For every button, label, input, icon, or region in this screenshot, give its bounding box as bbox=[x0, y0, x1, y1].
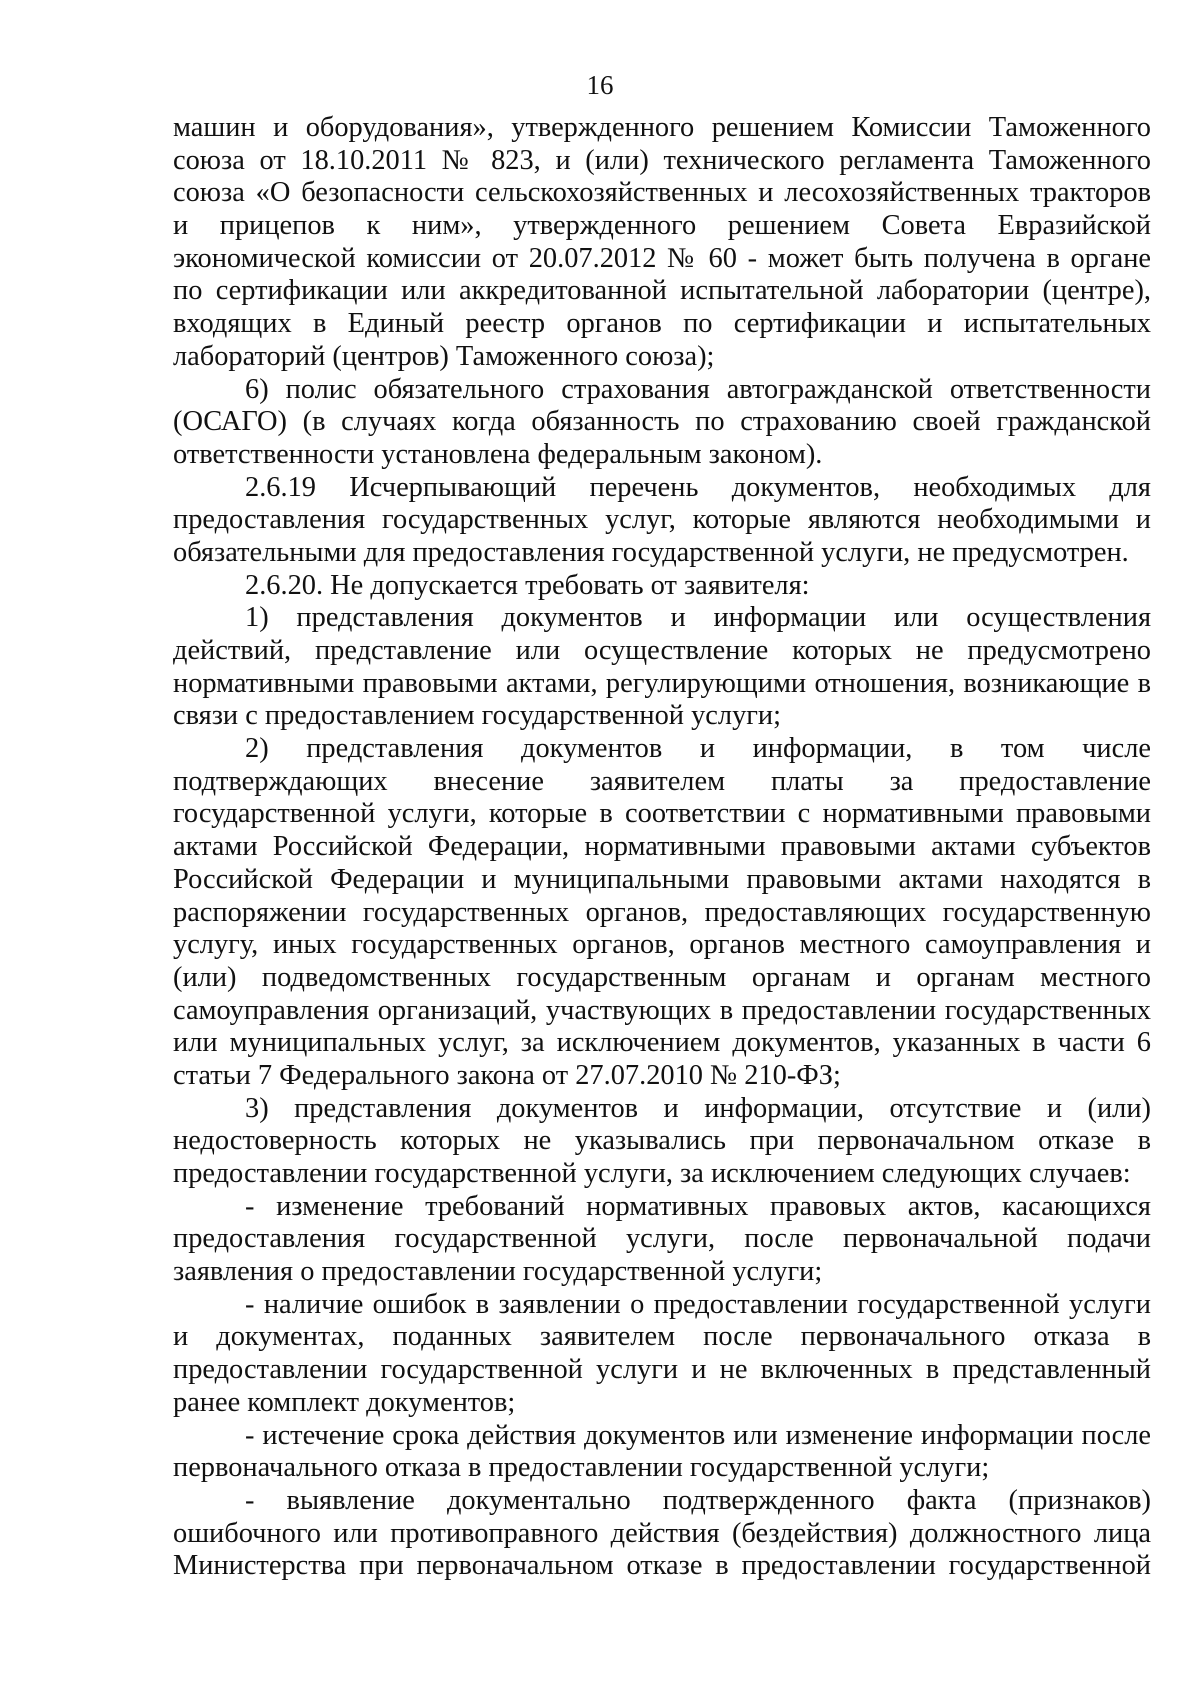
text-line: союза «О безопасности сельскохозяйственных и лесохозяйственных тракторов bbox=[173, 177, 1151, 209]
text-line: и прицепов к ним», утвержденного решением Совета Евразийской bbox=[173, 210, 1151, 242]
text-line: статьи 7 Федерального закона от 27.07.2010 № 210-ФЗ; bbox=[173, 1059, 841, 1091]
text-line: Министерства при первоначальном отказе в предоставлении государственной bbox=[173, 1550, 1151, 1582]
text-line: 1) представления документов и информации или осуществления bbox=[245, 602, 1151, 634]
text-line: предоставлении государственной услуги и не включенных в представленный bbox=[173, 1354, 1151, 1386]
text-line: - изменение требований нормативных правовых актов, касающихся bbox=[245, 1190, 1151, 1222]
text-line: входящих в Единый реестр органов по сертификации и испытательных bbox=[173, 308, 1151, 340]
text-line: недостоверность которых не указывались при первоначальном отказе в bbox=[173, 1125, 1151, 1157]
text-line: 3) представления документов и информации, отсутствие и (или) bbox=[245, 1092, 1151, 1124]
text-line: актами Российской Федерации, нормативными правовыми актами субъектов bbox=[173, 831, 1151, 863]
text-line: предоставления государственных услуг, которые являются необходимыми и bbox=[173, 504, 1151, 536]
text-line: 6) полис обязательного страхования автогражданской ответственности bbox=[245, 373, 1151, 405]
text-line: 2.6.19 Исчерпывающий перечень документов, необходимых для bbox=[245, 471, 1151, 503]
text-line: и документах, поданных заявителем после первоначального отказа в bbox=[173, 1321, 1151, 1353]
text-line: ошибочного или противоправного действия (бездействия) должностного лица bbox=[173, 1517, 1151, 1549]
text-line: обязательными для предоставления государственной услуги, не предусмотрен. bbox=[173, 536, 1129, 568]
text-line: лабораторий (центров) Таможенного союза); bbox=[173, 340, 715, 372]
page-number: 16 bbox=[586, 70, 614, 100]
text-line: машин и оборудования», утвержденного решением Комиссии Таможенного bbox=[173, 112, 1151, 143]
text-line: нормативными правовыми актами, регулирующими отношения, возникающие в bbox=[173, 667, 1151, 699]
text-line: ранее комплект документов; bbox=[173, 1386, 516, 1418]
text-line: - истечение срока действия документов или изменение информации после bbox=[245, 1419, 1151, 1451]
text-line: связи с предоставлением государственной услуги; bbox=[173, 700, 781, 732]
text-line: предоставления государственной услуги, после первоначальной подачи bbox=[173, 1223, 1151, 1255]
text-line: государственной услуги, которые в соответствии с нормативными правовыми bbox=[173, 798, 1151, 830]
text-line: 2) представления документов и информации, в том числе bbox=[245, 733, 1151, 765]
text-line: ответственности установлена федеральным законом). bbox=[173, 438, 823, 470]
text-line: первоначального отказа в предоставлении государственной услуги; bbox=[173, 1452, 990, 1484]
text-line: по сертификации или аккредитованной испытательной лаборатории (центре), bbox=[173, 275, 1151, 307]
text-line: (ОСАГО) (в случаях когда обязанность по страхованию своей гражданской bbox=[173, 406, 1151, 438]
text-line: распоряжении государственных органов, предоставляющих государственную bbox=[173, 896, 1151, 928]
text-line: - наличие ошибок в заявлении о предоставлении государственной услуги bbox=[245, 1288, 1151, 1320]
text-line: (или) подведомственных государственным органам и органам местного bbox=[173, 961, 1151, 993]
text-line: экономической комиссии от 20.07.2012 № 60 - может быть получена в органе bbox=[173, 242, 1151, 274]
text-line: союза от 18.10.2011 № 823, и (или) технического регламента Таможенного bbox=[173, 144, 1151, 176]
text-line: подтверждающих внесение заявителем платы за предоставление bbox=[173, 765, 1151, 797]
text-line: действий, представление или осуществление которых не предусмотрено bbox=[173, 635, 1151, 666]
text-line: предоставлении государственной услуги, за исключением следующих случаев: bbox=[173, 1158, 1131, 1189]
text-line: услугу, иных государственных органов, органов местного самоуправления и bbox=[173, 929, 1151, 961]
text-line: - выявление документально подтвержденного факта (признаков) bbox=[245, 1484, 1151, 1516]
text-line: самоуправления организаций, участвующих в предоставлении государственных bbox=[173, 994, 1151, 1026]
text-line: или муниципальных услуг, за исключением документов, указанных в части 6 bbox=[173, 1027, 1151, 1059]
text-line: 2.6.20. Не допускается требовать от заявителя: bbox=[245, 569, 810, 601]
text-line: Российской Федерации и муниципальными правовыми актами находятся в bbox=[173, 863, 1151, 895]
body-text bbox=[173, 112, 1151, 1583]
text-line: заявления о предоставлении государственной услуги; bbox=[173, 1256, 823, 1288]
